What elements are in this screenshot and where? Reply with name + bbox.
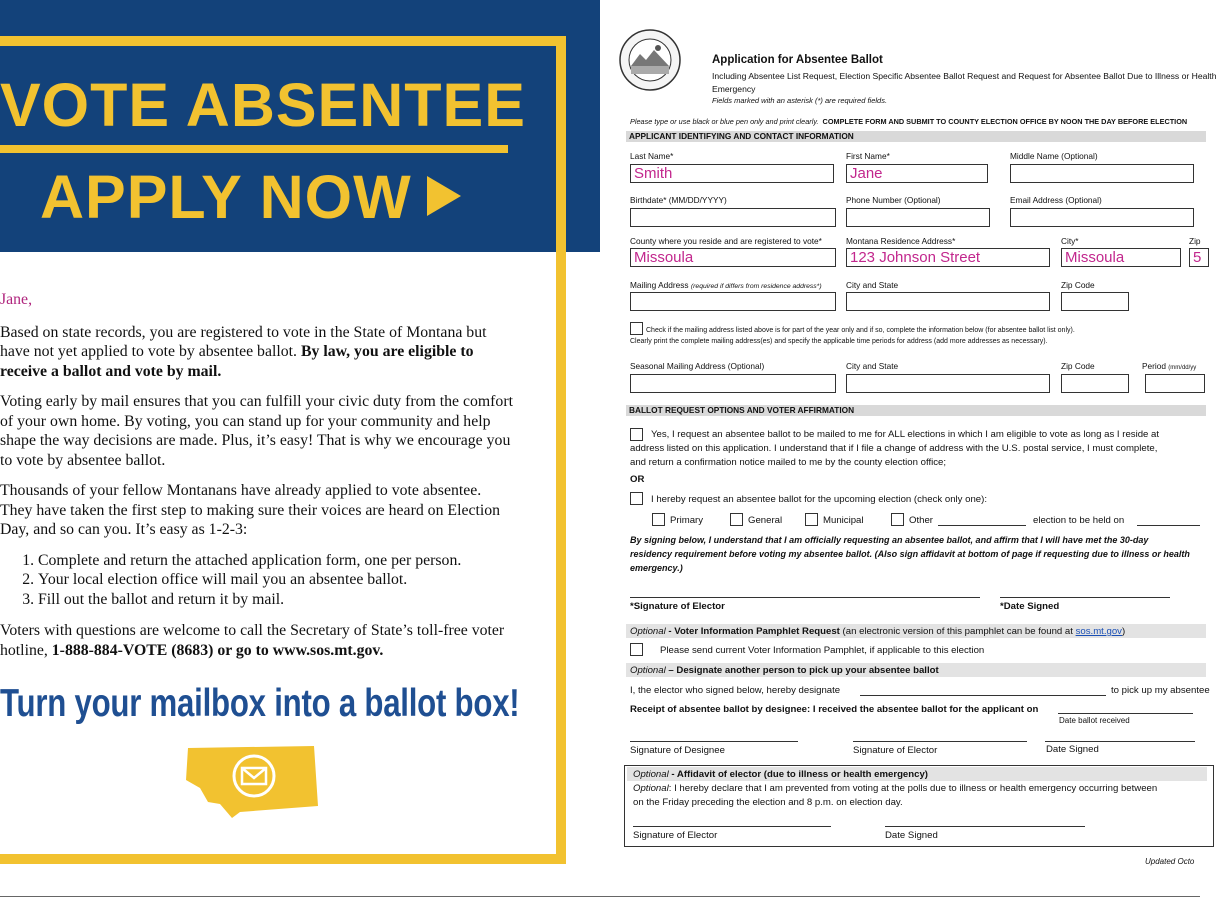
city-label: City* (1061, 236, 1079, 246)
affidavit-signature-label: Signature of Elector (633, 830, 718, 841)
all-elections-text-2: address listed on this application. I understand that if I file a change of address with the U.S. postal service, I must complete, (630, 443, 1158, 454)
designate-text: I, the elector who signed below, hereby designate (630, 685, 841, 696)
birthdate-label: Birthdate* (MM/DD/YYYY) (630, 195, 727, 205)
section-applicant: APPLICANT IDENTIFYING AND CONTACT INFORMATION (626, 131, 1206, 142)
designee-name-line[interactable] (860, 695, 1106, 696)
paragraph-benefits: Voting early by mail ensures that you can fulfill your civic duty from the comfort of your own home. By voting, you can stand up for your community and help shape the way decisions are made. Plus, it’s easy! That is why we encourage you to vote by absentee ballot. (0, 393, 513, 469)
hotline-number: 1-888-884-VOTE (8683) (51, 641, 214, 659)
list-item: 3. Fill out the ballot and return it by mail. (38, 590, 515, 610)
absentee-application-form (600, 0, 1216, 900)
gold-frame-bottom (0, 854, 566, 864)
zip-label: Zip (1189, 236, 1201, 246)
receipt-text: Receipt of absentee ballot by designee: I received the absentee ballot for the applicant on (630, 704, 1039, 715)
form-title: Application for Absentee Ballot (712, 54, 883, 66)
mailing-city-state-field[interactable] (846, 292, 1050, 311)
gold-frame-top (0, 36, 566, 46)
period-field[interactable] (1145, 374, 1205, 393)
mailing-zip-field[interactable] (1061, 292, 1129, 311)
seasonal-check-text: Check if the mailing address listed above is for part of the year only and if so, complete the information below (for absentee ballot list only). (646, 327, 1075, 334)
paragraph-registration (0, 323, 515, 382)
other-checkbox[interactable] (891, 513, 904, 526)
period-note: (mm/dd/yy (1168, 365, 1197, 371)
affidavit-header (633, 768, 928, 782)
middle-name-field[interactable] (1010, 164, 1194, 183)
section-ballot-request: BALLOT REQUEST OPTIONS AND VOTER AFFIRMATION (626, 405, 1206, 416)
email-label: Email Address (Optional) (1010, 195, 1102, 205)
paragraph-steps-intro: Thousands of your fellow Montanans have already applied to vote absentee. They have taken the first step to making sure their voices are heard on Election Day, and so can you. It’s easy as 1-2-3: (0, 482, 501, 538)
form-subtitle-cont: Emergency (712, 84, 756, 94)
all-elections-text: Yes, I request an absentee ballot to be mailed to me for ALL elections in which I am eligible to vote as long as I reside at (651, 429, 1160, 440)
elector-signature-line[interactable] (630, 597, 980, 598)
city-state-label: City and State (846, 280, 899, 290)
mailing-note: (required if differs from residence address*) (690, 283, 822, 290)
all-elections-text-3: and return a confirmation notice mailed to me by the county election office; (630, 457, 947, 468)
date-signed-line[interactable] (1000, 597, 1170, 598)
first-name-label: First Name* (846, 151, 890, 161)
designee-optional: Optional (630, 665, 666, 676)
seasonal-check-text-2: Clearly print the complete mailing address(es) and specify the applicable time periods for address (add more addresses as necessary). (630, 338, 1048, 345)
affidavit-title: - Affidavit of elector (due to illness or health emergency) (668, 769, 928, 780)
municipal-checkbox[interactable] (805, 513, 818, 526)
seasonal-city-state-field[interactable] (846, 374, 1050, 393)
mailing-label (630, 280, 822, 290)
mailing-label-text: Mailing Address (630, 280, 689, 290)
email-field[interactable] (1010, 208, 1194, 227)
general-checkbox[interactable] (730, 513, 743, 526)
headline-apply-now: APPLY NOW (40, 163, 412, 231)
date-signed-label: *Date Signed (1000, 601, 1060, 612)
seasonal-zip-field[interactable] (1061, 374, 1129, 393)
first-name-field[interactable]: Jane (846, 164, 988, 183)
list-item: 2. Your local election office will mail you an absentee ballot. (38, 570, 515, 590)
pamphlet-optional: Optional (630, 626, 666, 637)
designee-title: – Designate another person to pick up your absentee ballot (665, 665, 939, 676)
residence-field[interactable]: 123 Johnson Street (846, 248, 1050, 267)
other-election-line[interactable] (938, 525, 1026, 526)
affidavit-signature-line[interactable] (633, 826, 831, 827)
seasonal-label: Seasonal Mailing Address (Optional) (630, 361, 765, 371)
municipal-label: Municipal (823, 515, 864, 526)
date-received-label: Date ballot received (1059, 716, 1130, 725)
upcoming-election-text: I hereby request an absentee ballot for the upcoming election (check only one): (651, 494, 987, 505)
period-label (1142, 361, 1196, 371)
seasonal-address-field[interactable] (630, 374, 836, 393)
designee-elector-signature-line[interactable] (853, 741, 1027, 742)
last-name-label: Last Name* (630, 151, 674, 161)
election-date-line[interactable] (1137, 525, 1200, 526)
elector-signature-label: *Signature of Elector (630, 601, 725, 612)
designate-text-2: to pick up my absentee (1111, 685, 1210, 696)
affirmation-text-3: emergency.) (630, 563, 683, 573)
instructions (630, 117, 1187, 126)
sos-link[interactable]: sos.mt.gov (1075, 626, 1122, 637)
designee-date-label: Date Signed (1046, 744, 1099, 755)
affidavit-text-body: : I hereby declare that I am prevented from voting at the polls due to illness or health emergency occurring between (668, 783, 1158, 794)
instruction-deadline: COMPLETE FORM AND SUBMIT TO COUNTY ELECTION OFFICE BY NOON THE DAY BEFORE ELECTION (822, 117, 1188, 126)
affidavit-date-line[interactable] (885, 826, 1085, 827)
updated-note: Updated Octo (1145, 857, 1195, 866)
last-name-field[interactable]: Smith (630, 164, 834, 183)
period-label-text: Period (1142, 361, 1166, 371)
required-note: Fields marked with an asterisk (*) are required fields. (712, 96, 888, 105)
play-icon (427, 176, 461, 216)
phone-label: Phone Number (Optional) (846, 195, 941, 205)
upcoming-election-checkbox[interactable] (630, 492, 643, 505)
primary-checkbox[interactable] (652, 513, 665, 526)
website-text: or go to www.sos.mt.gov. (213, 641, 384, 659)
pamphlet-header (630, 625, 1125, 639)
designee-date-line[interactable] (1045, 741, 1195, 742)
residence-label: Montana Residence Address* (846, 236, 956, 246)
county-label: County where you reside and are registered to vote* (630, 236, 822, 246)
absentee-flyer (0, 0, 600, 900)
headline-vote-absentee: VOTE ABSENTEE (0, 71, 526, 139)
list-item: 1. Complete and return the attached application form, one per person. (38, 551, 515, 571)
pamphlet-note: (an electronic version of this pamphlet can be found at (839, 626, 1076, 637)
middle-name-label: Middle Name (Optional) (1010, 151, 1098, 161)
affidavit-text-optional: Optional (633, 783, 669, 794)
designee-signature-label: Signature of Designee (630, 745, 725, 756)
bottom-rule (0, 896, 1200, 897)
headline-divider (0, 145, 508, 153)
tagline: Turn your mailbox into a ballot box! (0, 682, 520, 725)
affidavit-text-2: on the Friday preceding the election and 8 p.m. on election day. (633, 797, 903, 808)
pamphlet-close: ) (1121, 626, 1126, 637)
seasonal-zip-label: Zip Code (1061, 361, 1095, 371)
date-received-line[interactable] (1058, 713, 1193, 714)
mailing-address-field[interactable] (630, 292, 836, 311)
instruction-pen: Please type or use black or blue pen only and print clearly. (630, 117, 819, 126)
zip-code-label: Zip Code (1061, 280, 1095, 290)
hotline-intro: Voters with questions are welcome to call the Secretary of State’s toll-free voter hotline, (0, 622, 505, 659)
other-label: Other (909, 515, 933, 526)
designee-signature-line[interactable] (630, 741, 798, 742)
seasonal-city-state-label: City and State (846, 361, 899, 371)
affirmation-text: By signing below, I understand that I am officially requesting an absentee ballot, and affirm that I will have met the 30-day (630, 535, 1149, 545)
election-held-on-label: election to be held on (1033, 515, 1125, 526)
eligibility-text: By law, you are eligible to receive a ballot and vote by mail. (0, 343, 474, 380)
registration-text: Based on state records, you are registered to vote in the State of Montana but have not yet applied to vote by absentee ballot. (0, 323, 487, 360)
zip-field[interactable]: 5 (1189, 248, 1209, 267)
or-label: OR (630, 474, 645, 485)
affirmation-text-2: residency requirement before voting my absentee ballot. (Also sign affidavit at bottom of page if requesting due to illness or health (630, 549, 1190, 559)
affidavit-date-label: Date Signed (885, 830, 938, 841)
letter-body (0, 290, 515, 671)
form-subtitle: Including Absentee List Request, Election Specific Absentee Ballot Request and Request for Absentee Ballot Due to Illness or Health (712, 71, 1216, 81)
gold-frame-right (556, 36, 566, 864)
designee-header (630, 664, 939, 678)
pamphlet-title: - Voter Information Pamphlet Request (665, 626, 840, 637)
city-field[interactable]: Missoula (1061, 248, 1181, 267)
all-elections-checkbox[interactable] (630, 428, 643, 441)
birthdate-field[interactable] (630, 208, 836, 227)
state-seal-icon (618, 28, 682, 92)
pamphlet-checkbox[interactable] (630, 643, 643, 656)
steps-list (0, 551, 515, 610)
greeting: Jane, (0, 291, 33, 308)
pamphlet-check-text: Please send current Voter Information Pamphlet, if applicable to this election (660, 645, 985, 656)
seasonal-checkbox[interactable] (630, 322, 643, 335)
primary-label: Primary (670, 515, 704, 526)
designee-elector-label: Signature of Elector (853, 745, 938, 756)
affidavit-optional: Optional (633, 769, 669, 780)
general-label: General (748, 515, 783, 526)
phone-field[interactable] (846, 208, 990, 227)
montana-map-icon (180, 744, 320, 819)
county-field[interactable]: Missoula (630, 248, 836, 267)
paragraph-hotline (0, 621, 515, 660)
affidavit-text (633, 782, 1157, 796)
